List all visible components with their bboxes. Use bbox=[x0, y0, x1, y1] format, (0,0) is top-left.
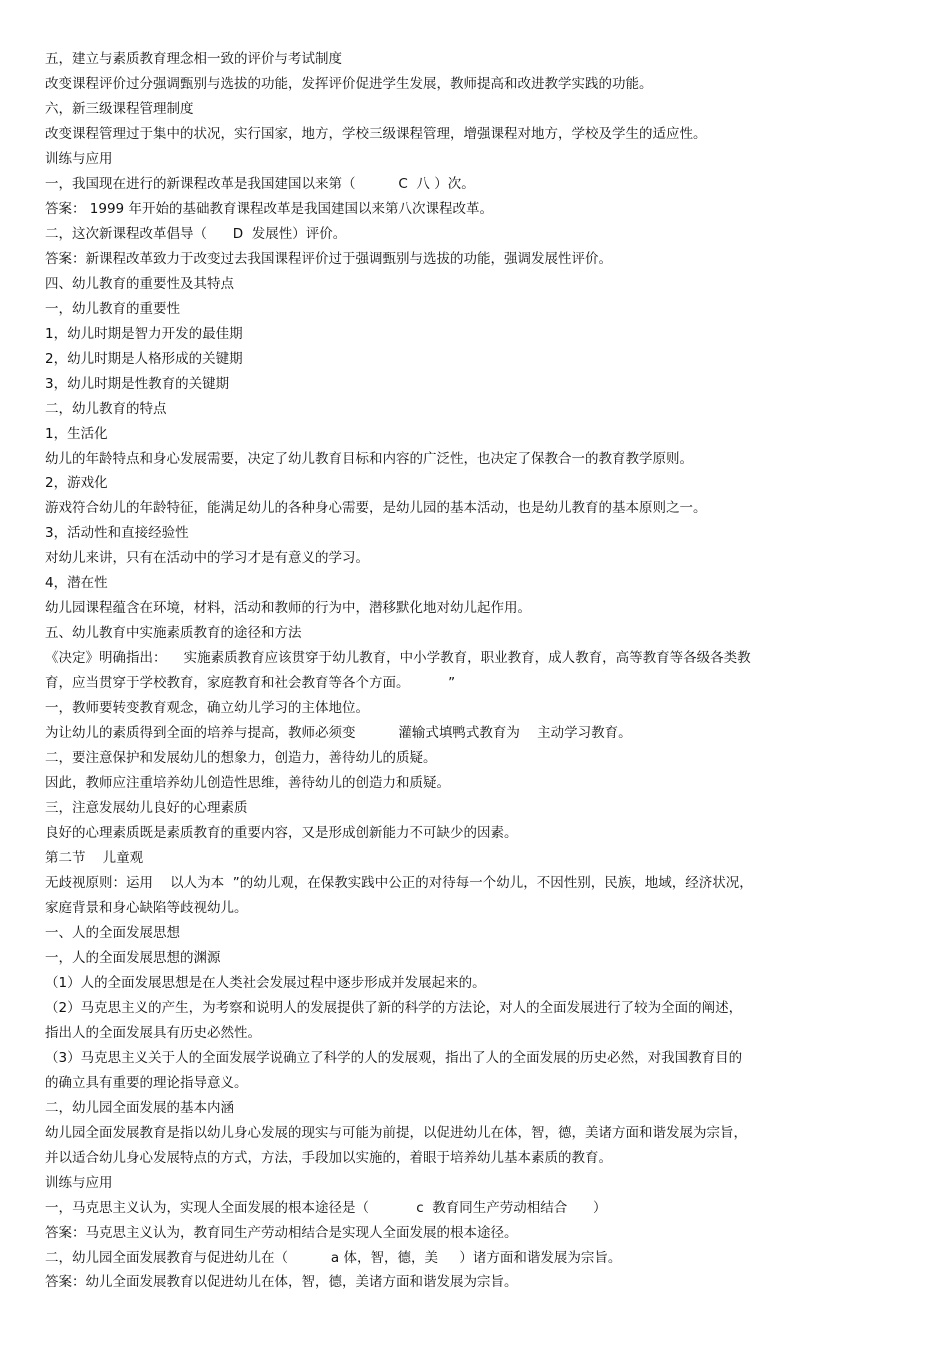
text-line: 二，这次新课程改革倡导（ D 发展性）评价。 bbox=[45, 225, 347, 242]
text-line: 二，幼儿园全面发展教育与促进幼儿在（ a 体，智，德，美 ）诸方面和谐发展为宗旨。 bbox=[45, 1249, 622, 1266]
text-line: 为让幼儿的素质得到全面的培养与提高，教师必须变 灌输式填鸭式教育为 主动学习教育。 bbox=[45, 725, 632, 742]
text-line: 六，新三级课程管理制度 bbox=[45, 100, 194, 117]
text-line: 3，活动性和直接经验性 bbox=[45, 525, 189, 542]
text-line: 答案：新课程改革致力于改变过去我国课程评价过于强调甄别与选拔的功能，强调发展性评价。 bbox=[45, 250, 612, 267]
text-line: 五、幼儿教育中实施素质教育的途径和方法 bbox=[45, 625, 302, 642]
text-line: 无歧视原则：运用 以人为本 ”的幼儿观，在保教实践中公正的对待每一个幼儿，不因性别，民族，地域，经济状况， bbox=[45, 874, 753, 891]
text-line: 游戏符合幼儿的年龄特征，能满足幼儿的各种身心需要，是幼儿园的基本活动，也是幼儿教育的基本原则之一。 bbox=[45, 500, 707, 517]
text-line: 二，幼儿教育的特点 bbox=[45, 400, 167, 417]
text-line: 答案： 1999 年开始的基础教育课程改革是我国建国以来第八次课程改革。 bbox=[45, 200, 493, 217]
text-line: 家庭背景和身心缺陷等歧视幼儿。 bbox=[45, 899, 248, 916]
text-line: 1，幼儿时期是智力开发的最佳期 bbox=[45, 325, 243, 342]
text-line: 一，幼儿教育的重要性 bbox=[45, 300, 180, 317]
text-line: 答案：幼儿全面发展教育以促进幼儿在体，智，德，美诸方面和谐发展为宗旨。 bbox=[45, 1274, 518, 1291]
text-line: 1，生活化 bbox=[45, 425, 108, 442]
text-line: 改变课程评价过分强调甄别与选拔的功能，发挥评价促进学生发展，教师提高和改进教学实践的功能。 bbox=[45, 75, 653, 92]
text-line: 答案：马克思主义认为，教育同生产劳动相结合是实现人全面发展的根本途径。 bbox=[45, 1224, 518, 1241]
text-line: 三，注意发展幼儿良好的心理素质 bbox=[45, 800, 248, 817]
text-line: 《决定》明确指出： 实施素质教育应该贯穿于幼儿教育，中小学教育，职业教育，成人教育，高等教育等各级各类教 bbox=[45, 650, 751, 667]
text-line: 2，游戏化 bbox=[45, 475, 108, 492]
text-line: （1）人的全面发展思想是在人类社会发展过程中逐步形成并发展起来的。 bbox=[45, 974, 486, 991]
text-line: 改变课程管理过于集中的状况，实行国家，地方，学校三级课程管理，增强课程对地方，学校及学生的适应性。 bbox=[45, 125, 707, 142]
text-line: 因此，教师应注重培养幼儿创造性思维，善待幼儿的创造力和质疑。 bbox=[45, 775, 450, 792]
text-line: 幼儿的年龄特点和身心发展需要，决定了幼儿教育目标和内容的广泛性，也决定了保教合一的教育教学原则。 bbox=[45, 450, 693, 467]
text-line: 的确立具有重要的理论指导意义。 bbox=[45, 1074, 248, 1091]
text-line: 良好的心理素质既是素质教育的重要内容，又是形成创新能力不可缺少的因素。 bbox=[45, 825, 518, 842]
text-line: 一，我国现在进行的新课程改革是我国建国以来第（ C 八 ）次。 bbox=[45, 175, 475, 192]
text-line: 2，幼儿时期是人格形成的关键期 bbox=[45, 350, 243, 367]
text-line: 3，幼儿时期是性教育的关键期 bbox=[45, 375, 230, 392]
text-line: 训练与应用 bbox=[45, 150, 113, 167]
text-line: 训练与应用 bbox=[45, 1174, 113, 1191]
text-line: 对幼儿来讲，只有在活动中的学习才是有意义的学习。 bbox=[45, 550, 369, 567]
text-line: （2）马克思主义的产生，为考察和说明人的发展提供了新的科学的方法论，对人的全面发展进行了较为全面的阐述， bbox=[45, 999, 743, 1016]
text-line: 五，建立与素质教育理念相一致的评价与考试制度 bbox=[45, 51, 342, 67]
text-line: 幼儿园全面发展教育是指以幼儿身心发展的现实与可能为前提，以促进幼儿在体，智，德，美诸方面和谐发展为宗旨， bbox=[45, 1124, 747, 1141]
text-line: 幼儿园课程蕴含在环境，材料，活动和教师的行为中，潜移默化地对幼儿起作用。 bbox=[45, 600, 531, 617]
text-line: （3）马克思主义关于人的全面发展学说确立了科学的人的发展观，指出了人的全面发展的历史必然，对我国教育目的 bbox=[45, 1049, 743, 1066]
text-line: 二，要注意保护和发展幼儿的想象力，创造力，善待幼儿的质疑。 bbox=[45, 750, 437, 767]
text-line: 二，幼儿园全面发展的基本内涵 bbox=[45, 1099, 234, 1116]
text-line: 一，教师要转变教育观念，确立幼儿学习的主体地位。 bbox=[45, 700, 369, 717]
text-line: 指出人的全面发展具有历史必然性。 bbox=[45, 1024, 261, 1041]
text-line: 第二节 儿童观 bbox=[45, 850, 144, 866]
text-line: 一，人的全面发展思想的渊源 bbox=[45, 949, 221, 966]
document-page bbox=[45, 47, 905, 1295]
text-line: 育，应当贯穿于学校教育，家庭教育和社会教育等各个方面。 ” bbox=[45, 675, 456, 692]
text-line: 4，潜在性 bbox=[45, 575, 108, 592]
text-line: 一，马克思主义认为，实现人全面发展的根本途径是（ c 教育同生产劳动相结合 ） bbox=[45, 1199, 607, 1216]
text-line: 并以适合幼儿身心发展特点的方式，方法，手段加以实施的，着眼于培养幼儿基本素质的教育。 bbox=[45, 1149, 612, 1166]
text-line: 一、人的全面发展思想 bbox=[45, 924, 180, 941]
text-line: 四、幼儿教育的重要性及其特点 bbox=[45, 275, 234, 292]
